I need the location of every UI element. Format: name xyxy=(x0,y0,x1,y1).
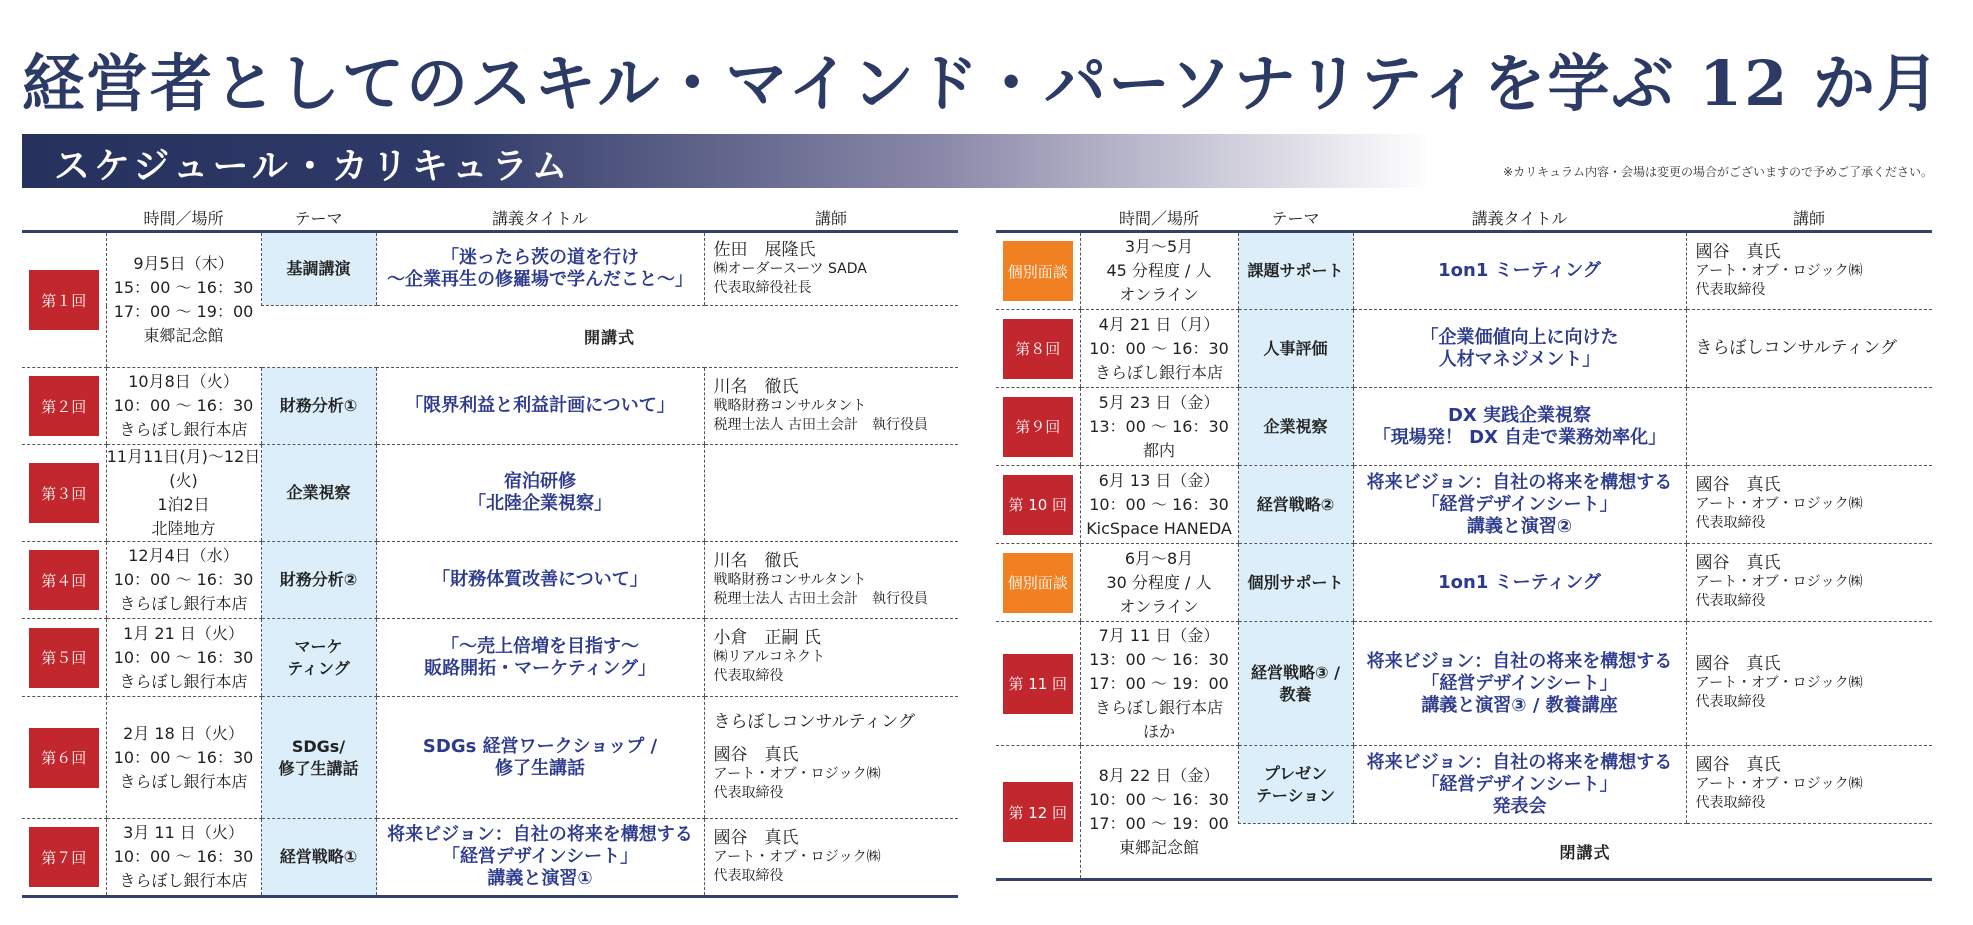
session-row xyxy=(22,619,958,697)
lecturer-role: 代表取締役 xyxy=(1695,281,1766,298)
lecturer-role: 代表取締役 xyxy=(1695,515,1766,531)
lecturer-cell xyxy=(1686,232,1932,310)
lecture-title: 将来ビジョン：自社の将来を構想する 「経営デザインシート」 講義と演習① xyxy=(376,819,704,897)
lecturer-cell xyxy=(1686,310,1932,388)
session-number-cell xyxy=(996,746,1080,880)
lecture-title: 1on1 ミーティング xyxy=(1353,232,1686,310)
lecturer-name: 川名 徹氏 xyxy=(713,376,799,397)
lecturer-org: アート・オブ・ロジック㈱ xyxy=(1695,262,1863,279)
session-theme: 財務分析② xyxy=(261,542,376,619)
lecturer-role: 代表取締役 xyxy=(713,784,784,801)
schedule-table-left xyxy=(22,204,958,898)
header-time: 時間／場所 xyxy=(1080,204,1238,232)
session-datetime: 6月 13 日（金） 10：00 〜 16：30 KicSpace HANEDA xyxy=(1080,466,1238,544)
session-number-cell xyxy=(22,619,106,697)
session-row xyxy=(22,232,958,306)
session-theme: 企業視察 xyxy=(261,445,376,542)
header-time: 時間／場所 xyxy=(106,204,261,232)
notice-text: ※カリキュラム内容・会場は変更の場合がございますので予めご了承ください。 xyxy=(1503,165,1933,179)
session-number-cell xyxy=(22,819,106,897)
lecture-title: 「迷ったら茨の道を行け 〜企業再生の修羅場で学んだこと〜」 xyxy=(376,232,704,306)
lecturer-cell xyxy=(704,542,958,619)
lecturer-cell xyxy=(1686,622,1932,746)
session-row xyxy=(22,819,958,897)
ceremony-label: 開講式 xyxy=(261,306,958,368)
session-theme: 経営戦略① xyxy=(261,819,376,897)
lecturer-name: 小倉 正嗣 氏 xyxy=(713,628,821,648)
lecturer-name: 國谷 真氏 xyxy=(1695,241,1781,262)
lecture-title: 「財務体質改善について」 xyxy=(376,542,704,619)
lecturer-company: きらぼしコンサルティング xyxy=(713,711,915,732)
session-number-cell xyxy=(22,542,106,619)
session-theme: 課題サポート xyxy=(1238,232,1353,310)
schedule-table-right xyxy=(996,204,1932,881)
lecturer-role: 代表取締役 xyxy=(713,867,784,884)
lecturer-org: アート・オブ・ロジック㈱ xyxy=(1695,574,1863,590)
session-number-cell xyxy=(22,445,106,542)
lecture-title: 将来ビジョン：自社の将来を構想する 「経営デザインシート」 発表会 xyxy=(1353,746,1686,824)
session-theme: 経営戦略② xyxy=(1238,466,1353,544)
session-badge: 第 11 回 xyxy=(1003,654,1073,714)
lecturer-name: 川名 徹氏 xyxy=(713,550,799,571)
lecturer-role: 代表取締役社長 xyxy=(713,279,812,296)
session-row xyxy=(22,445,958,542)
session-row xyxy=(996,746,1932,824)
lecture-title: 将来ビジョン：自社の将来を構想する 「経営デザインシート」 講義と演習③ / 教養講座 xyxy=(1353,622,1686,746)
session-badge: 第 12 回 xyxy=(1003,782,1073,842)
lecturer-name: 國谷 真氏 xyxy=(1695,475,1781,495)
lecturer-org: アート・オブ・ロジック㈱ xyxy=(1695,496,1863,512)
session-datetime: 5月 23 日（金） 13：00 〜 16：30 都内 xyxy=(1080,388,1238,466)
session-row xyxy=(996,232,1932,310)
lecturer-name: 國谷 真氏 xyxy=(713,744,799,765)
ceremony-label: 閉講式 xyxy=(1559,842,1611,862)
session-datetime: 1月 21 日（火） 10：00 〜 16：30 きらぼし銀行本店 xyxy=(106,619,261,697)
header-number xyxy=(22,204,106,232)
session-number-cell xyxy=(996,232,1080,310)
header-theme: テーマ xyxy=(1238,204,1353,232)
session-number-cell xyxy=(996,388,1080,466)
session-badge: 第５回 xyxy=(29,628,99,688)
lecturer-cell xyxy=(1686,544,1932,622)
lecturer-cell xyxy=(1686,466,1932,544)
session-datetime: 8月 22 日（金） 10：00 〜 16：30 17：00 〜 19：00 東郷記念館 xyxy=(1080,746,1238,880)
session-badge: 第６回 xyxy=(29,728,99,788)
session-theme: 財務分析① xyxy=(261,368,376,445)
lecturer-role: 税理士法人 古田土会計 執行役員 xyxy=(713,416,928,433)
session-row xyxy=(996,622,1932,746)
header-lecture: 講義タイトル xyxy=(376,204,704,232)
session-badge: 第３回 xyxy=(29,463,99,523)
session-badge: 第２回 xyxy=(29,376,99,436)
session-datetime: 2月 18 日（火） 10：00 〜 16：30 きらぼし銀行本店 xyxy=(106,697,261,819)
session-row xyxy=(996,310,1932,388)
session-number-cell xyxy=(22,368,106,445)
session-badge: 第８回 xyxy=(1003,319,1073,379)
session-row xyxy=(996,544,1932,622)
lecturer-cell xyxy=(704,697,958,819)
lecturer-org: 戦略財務コンサルタント xyxy=(713,397,867,414)
lecturer-org: アート・オブ・ロジック㈱ xyxy=(1695,776,1863,792)
lecturer-name: 國谷 真氏 xyxy=(1695,755,1781,775)
session-badge: 第 10 回 xyxy=(1003,475,1073,535)
session-theme: 個別サポート xyxy=(1238,544,1353,622)
session-number-cell xyxy=(996,622,1080,746)
session-datetime: 7月 11 日（金） 13：00 〜 16：30 17：00 〜 19：00 きらぼし銀行本店 ほか xyxy=(1080,622,1238,746)
session-datetime: 10月8日（火） 10：00 〜 16：30 きらぼし銀行本店 xyxy=(106,368,261,445)
lecture-title: 宿泊研修 「北陸企業視察」 xyxy=(376,445,704,542)
session-datetime: 3月〜5月 45 分程度 / 人 オンライン xyxy=(1080,232,1238,310)
session-number-cell xyxy=(996,310,1080,388)
session-badge: 第７回 xyxy=(29,827,99,887)
session-number-cell xyxy=(22,232,106,368)
lecture-title: 「〜売上倍増を目指す〜 販路開拓・マーケティング」 xyxy=(376,619,704,697)
session-datetime: 3月 11 日（火） 10：00 〜 16：30 きらぼし銀行本店 xyxy=(106,819,261,897)
header-lecturer: 講師 xyxy=(704,204,958,232)
header-theme: テーマ xyxy=(261,204,376,232)
lecturer-cell xyxy=(704,819,958,897)
lecturer-cell xyxy=(1686,746,1932,824)
session-number-cell xyxy=(22,697,106,819)
session-theme: マーケ ティング xyxy=(261,619,376,697)
lecturer-role: 税理士法人 古田土会計 執行役員 xyxy=(713,590,928,607)
lecturer-cell xyxy=(704,619,958,697)
session-badge: 個別面談 xyxy=(1003,241,1073,301)
session-theme: 人事評価 xyxy=(1238,310,1353,388)
session-datetime: 12月4日（水） 10：00 〜 16：30 きらぼし銀行本店 xyxy=(106,542,261,619)
session-datetime: 9月5日（木） 15：00 〜 16：30 17：00 〜 19：00 東郷記念館 xyxy=(106,232,261,368)
session-row xyxy=(22,697,958,819)
lecture-title: 「企業価値向上に向けた 人材マネジメント」 xyxy=(1353,310,1686,388)
lecturer-cell xyxy=(704,445,958,542)
session-datetime: 11月11日(月)〜12日(火) 1泊2日 北陸地方 xyxy=(106,445,261,542)
session-theme: SDGs/ 修了生講話 xyxy=(261,697,376,819)
lecturer-org: アート・オブ・ロジック㈱ xyxy=(713,765,881,782)
session-datetime: 4月 21 日（月） 10：00 〜 16：30 きらぼし銀行本店 xyxy=(1080,310,1238,388)
lecturer-cell xyxy=(704,232,958,306)
session-row xyxy=(22,542,958,619)
session-theme: 基調講演 xyxy=(261,232,376,306)
session-theme: 企業視察 xyxy=(1238,388,1353,466)
session-badge: 第４回 xyxy=(29,550,99,610)
lecturer-role: 代表取締役 xyxy=(1695,795,1766,811)
session-badge: 第９回 xyxy=(1003,397,1073,457)
lecturer-org: 戦略財務コンサルタント xyxy=(713,571,867,588)
lecturer-role: 代表取締役 xyxy=(713,668,784,684)
session-row xyxy=(996,388,1932,466)
lecture-title: SDGs 経営ワークショップ / 修了生講話 xyxy=(376,697,704,819)
lecturer-name: 國谷 真氏 xyxy=(713,827,799,848)
lecture-title: 「限界利益と利益計画について」 xyxy=(376,368,704,445)
lecturer-name: 佐田 展隆氏 xyxy=(713,239,816,260)
lecturer-org: ㈱オーダースーツ SADA xyxy=(713,260,867,277)
session-badge: 個別面談 xyxy=(1003,553,1073,613)
lecture-title: DX 実践企業視察 「現場発！ DX 自走で業務効率化」 xyxy=(1353,388,1686,466)
session-row xyxy=(22,368,958,445)
header-lecture: 講義タイトル xyxy=(1353,204,1686,232)
session-datetime: 6月〜8月 30 分程度 / 人 オンライン xyxy=(1080,544,1238,622)
header-lecturer: 講師 xyxy=(1686,204,1932,232)
lecturer-role: 代表取締役 xyxy=(1695,694,1766,710)
session-theme: 経営戦略③ / 教養 xyxy=(1238,622,1353,746)
lecturer-role: 代表取締役 xyxy=(1695,593,1766,609)
header-number xyxy=(996,204,1080,232)
session-number-cell xyxy=(996,466,1080,544)
session-number-cell xyxy=(996,544,1080,622)
section-title: スケジュール・カリキュラム xyxy=(54,146,572,187)
session-row xyxy=(996,466,1932,544)
lecturer-name: 國谷 真氏 xyxy=(1695,654,1781,674)
lecturer-org: ㈱リアルコネクト xyxy=(713,649,825,665)
lecture-title: 将来ビジョン：自社の将来を構想する 「経営デザインシート」 講義と演習② xyxy=(1353,466,1686,544)
lecturer-cell xyxy=(1686,388,1932,466)
section-banner xyxy=(22,134,1432,188)
lecturer-name: 國谷 真氏 xyxy=(1695,553,1781,573)
lecturer-org: アート・オブ・ロジック㈱ xyxy=(1695,675,1863,691)
lecturer-company: きらぼしコンサルティング xyxy=(1695,338,1897,358)
spacer xyxy=(714,732,959,746)
lecturer-cell xyxy=(704,368,958,445)
session-badge: 第１回 xyxy=(29,270,99,330)
lecture-title: 1on1 ミーティング xyxy=(1353,544,1686,622)
page-title: 経営者としてのスキル・マインド・パーソナリティを学ぶ 12 か月 xyxy=(22,47,1941,120)
session-theme: プレゼン テーション xyxy=(1238,746,1353,824)
lecturer-org: アート・オブ・ロジック㈱ xyxy=(713,848,881,865)
